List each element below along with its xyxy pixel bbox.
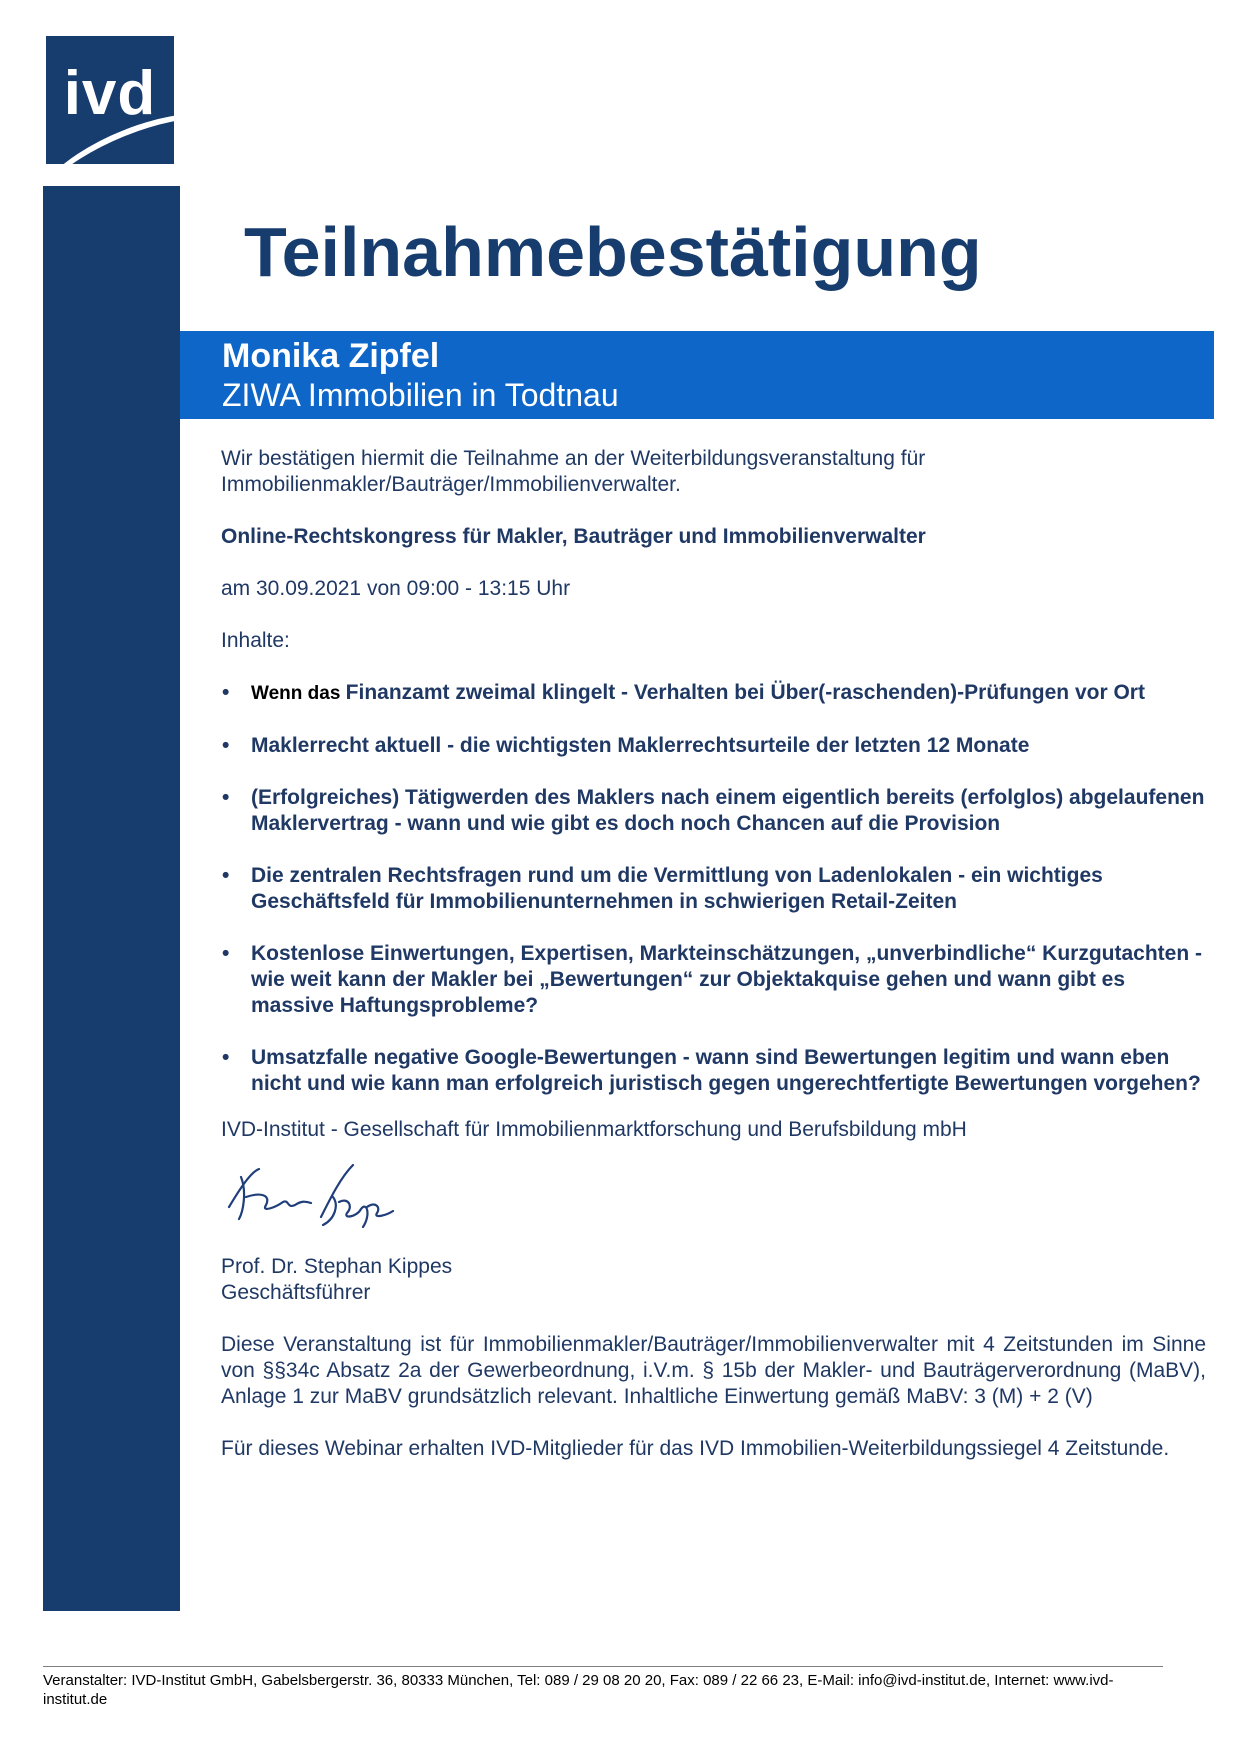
topics-list — [221, 680, 1206, 1097]
topic-text: Umsatzfalle negative Google-Bewertungen - wann sind Bewertungen legitim und wann eben nicht und wie kann man erfolgreich juristisch gegen ungerechtfertigte Bewertungen vorgehen? — [251, 1046, 1201, 1095]
footer-divider — [43, 1666, 1163, 1667]
sidebar-band — [43, 186, 180, 1611]
topic-text: Maklerrecht aktuell - die wichtigsten Maklerrechtsurteile der letzten 12 Monate — [251, 734, 1030, 757]
relevance-text: Diese Veranstaltung ist für Immobilienmakler/Bauträger/Immobilienverwalter mit 4 Zeitstunden im Sinne von §§34c Absatz 2a der Gewerbeordnung, i.V.m. § 15b der Makler- und Bauträgerverordnung (MaBV), Anlage 1 zur MaBV grundsätzlich relevant. Inhaltliche Einwertung gemäß MaBV: 3 (M) + 2 (V) — [221, 1333, 1206, 1408]
topic-item — [221, 733, 1206, 759]
signatory-role: Geschäftsführer — [221, 1281, 371, 1304]
certificate-body — [221, 446, 1206, 1462]
topic-item — [221, 785, 1206, 837]
topic-prefix: Wenn das — [251, 683, 346, 704]
topic-item — [221, 941, 1206, 1019]
participant-name: Monika Zipfel — [222, 337, 440, 375]
event-title: Online-Rechtskongress für Makler, Bauträger und Immobilienverwalter — [221, 525, 926, 548]
signatory-name: Prof. Dr. Stephan Kippes — [221, 1255, 453, 1278]
topic-item — [221, 680, 1206, 707]
topic-text: Finanzamt zweimal klingelt - Verhalten bei Über(-raschenden)-Prüfungen vor Ort — [345, 681, 1145, 704]
topic-item — [221, 1045, 1206, 1097]
topic-text: Kostenlose Einwertungen, Expertisen, Markteinschätzungen, „unverbindliche“ Kurzgutachten - wie weit kann der Makler bei „Bewertungen“ zur Objektakquise gehen und wann gibt es massive Haftungsprobleme? — [251, 942, 1202, 1017]
topic-text: (Erfolgreiches) Tätigwerden des Maklers nach einem eigentlich bereits (erfolglos) abgelaufenen Maklervertrag - wann und wie gibt es doch noch Chancen auf die Provision — [251, 786, 1205, 835]
signature-image — [221, 1157, 421, 1237]
logo-text: ivd — [63, 59, 157, 128]
event-date: am 30.09.2021 von 09:00 - 13:15 Uhr — [221, 577, 571, 600]
topic-item — [221, 863, 1206, 915]
intro-text: Wir bestätigen hiermit die Teilnahme an der Weiterbildungsveranstaltung für Immobilienmakler/Bauträger/Immobilienverwalter. — [221, 447, 926, 496]
footer-text: Veranstalter: IVD-Institut GmbH, Gabelsbergerstr. 36, 80333 München, Tel: 089 / 29 08 20 20, Fax: 089 / 22 66 23, E-Mail: info@ivd-institut.de, Internet: www.ivd-institut.de — [43, 1672, 1114, 1708]
participant-company: ZIWA Immobilien in Todtnau — [222, 377, 619, 413]
topics-label: Inhalte: — [221, 629, 290, 652]
organization-name: IVD-Institut - Gesellschaft für Immobilienmarktforschung und Berufsbildung mbH — [221, 1118, 967, 1141]
seal-text: Für dieses Webinar erhalten IVD-Mitglieder für das IVD Immobilien-Weiterbildungssiegel 4 Zeitstunde. — [221, 1437, 1170, 1460]
participant-band — [180, 331, 1214, 419]
topic-text: Die zentralen Rechtsfragen rund um die Vermittlung von Ladenlokalen - ein wichtiges Geschäftsfeld für Immobilienunternehmen in schwierigen Retail-Zeiten — [251, 864, 1103, 913]
document-title: Teilnahmebestätigung — [244, 213, 982, 291]
ivd-logo — [46, 36, 174, 164]
